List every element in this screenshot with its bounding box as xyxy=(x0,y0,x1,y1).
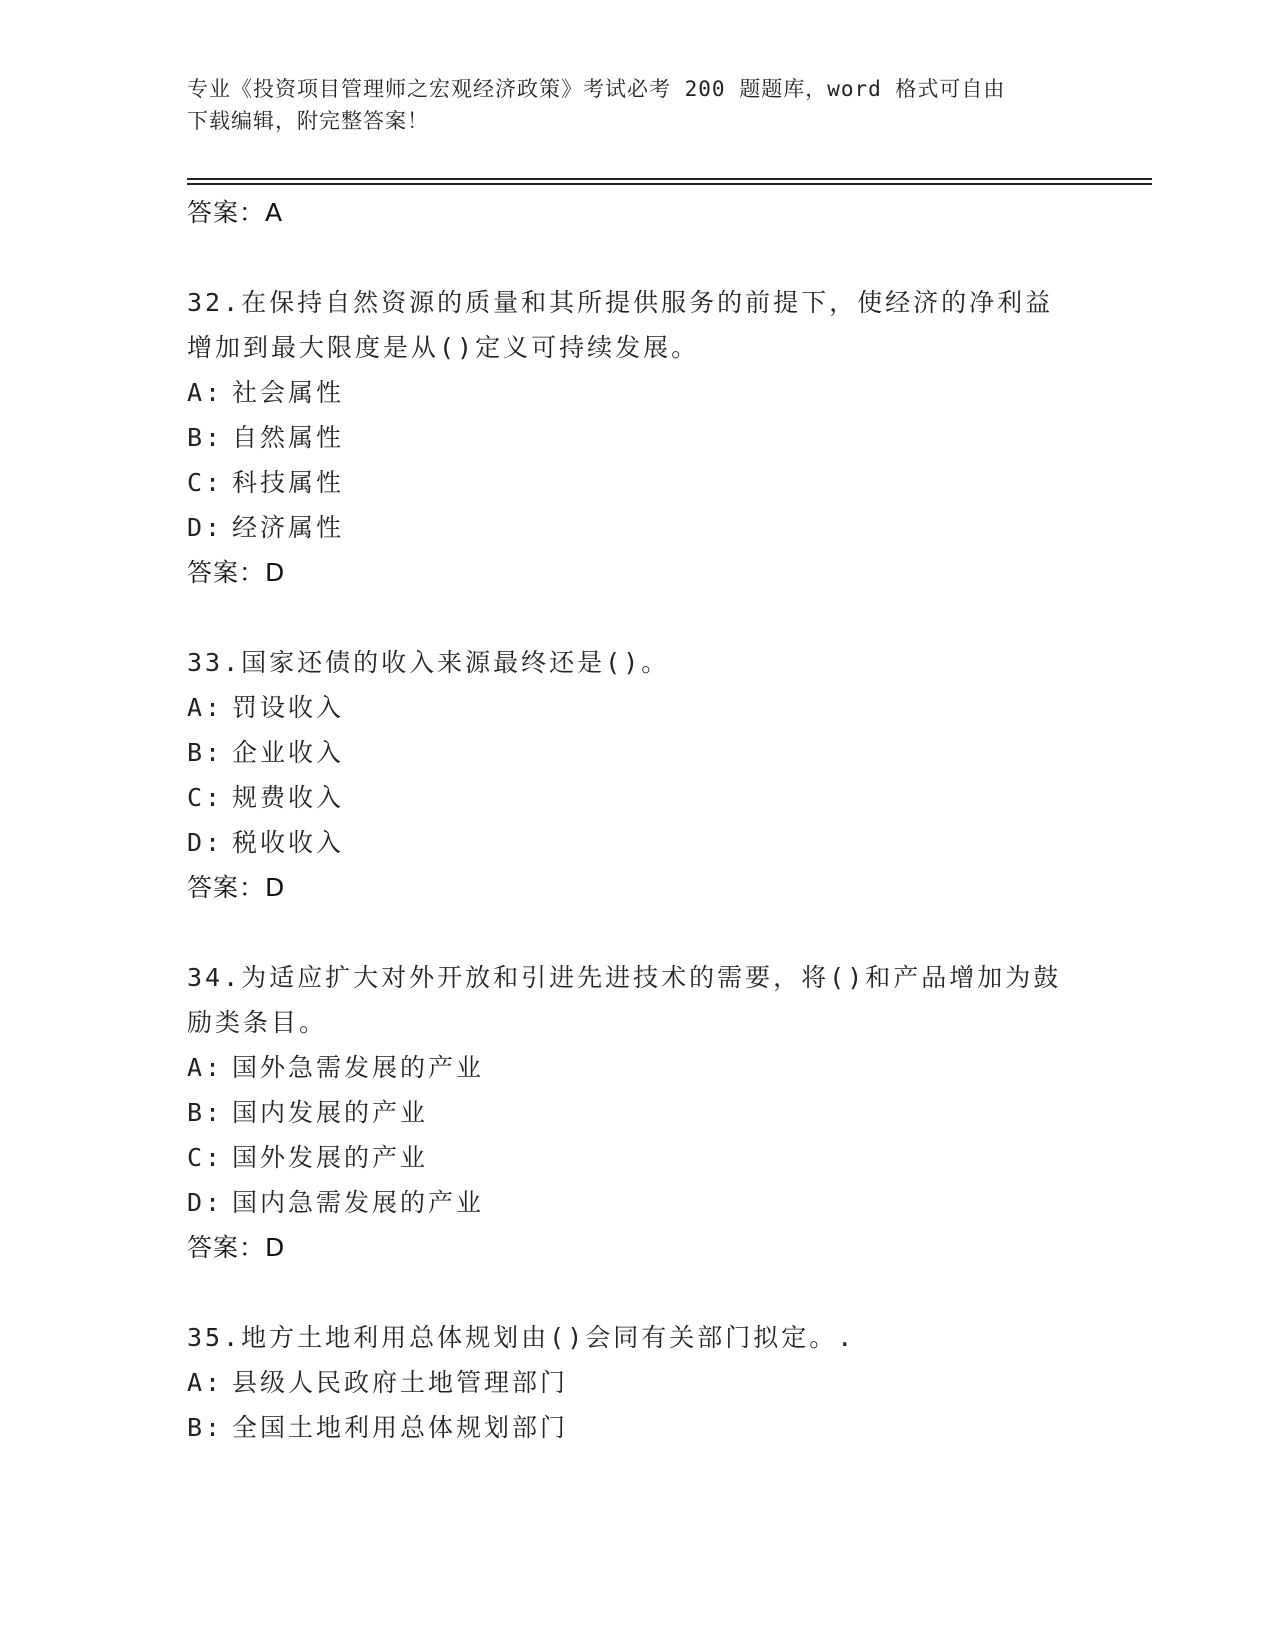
option-d xyxy=(187,1180,1087,1225)
option-letter: D: xyxy=(187,1188,224,1217)
document-header xyxy=(187,73,1067,137)
question-text: 35.地方土地利用总体规划由()会同有关部门拟定。. xyxy=(187,1323,856,1352)
option-text: 国外发展的产业 xyxy=(232,1143,429,1172)
option-letter: B: xyxy=(187,1413,224,1442)
question-33 xyxy=(187,640,1087,910)
header-divider-top xyxy=(187,178,1152,180)
answer: 答案：D xyxy=(187,873,286,902)
option-text: 国外急需发展的产业 xyxy=(232,1053,485,1082)
option-letter: A: xyxy=(187,378,224,407)
option-text: 社会属性 xyxy=(232,378,345,407)
option-text: 自然属性 xyxy=(232,423,345,452)
option-b xyxy=(187,1090,1087,1135)
option-text: 税收收入 xyxy=(232,828,345,857)
option-text: 罚设收入 xyxy=(232,693,345,722)
question-text: 增加到最大限度是从()定义可持续发展。 xyxy=(187,333,700,362)
header-line-1: 专业《投资项目管理师之宏观经济政策》考试必考 200 题题库，word 格式可自由 xyxy=(187,77,1006,101)
option-d xyxy=(187,505,1087,550)
question-35 xyxy=(187,1315,1087,1450)
question-text: 33.国家还债的收入来源最终还是()。 xyxy=(187,648,670,677)
option-letter: C: xyxy=(187,1143,224,1172)
question-list xyxy=(187,190,1087,1450)
header-line-2: 下载编辑，附完整答案！ xyxy=(187,109,429,133)
answer: 答案：D xyxy=(187,1233,286,1262)
option-d xyxy=(187,820,1087,865)
option-letter: A: xyxy=(187,693,224,722)
option-c xyxy=(187,775,1087,820)
option-text: 科技属性 xyxy=(232,468,345,497)
option-text: 国内发展的产业 xyxy=(232,1098,429,1127)
option-letter: A: xyxy=(187,1368,224,1397)
option-letter: B: xyxy=(187,423,224,452)
question-34 xyxy=(187,955,1087,1270)
option-a xyxy=(187,370,1087,415)
option-text: 国内急需发展的产业 xyxy=(232,1188,485,1217)
option-b xyxy=(187,415,1087,460)
question-32 xyxy=(187,280,1087,595)
header-divider-bottom xyxy=(187,183,1152,185)
option-letter: C: xyxy=(187,783,224,812)
option-letter: D: xyxy=(187,828,224,857)
option-c xyxy=(187,1135,1087,1180)
question-text: 34.为适应扩大对外开放和引进先进技术的需要，将()和产品增加为鼓 xyxy=(187,963,1062,992)
option-b xyxy=(187,730,1087,775)
option-letter: B: xyxy=(187,1098,224,1127)
option-text: 县级人民政府土地管理部门 xyxy=(232,1368,569,1397)
answer-previous: 答案：A xyxy=(187,198,284,227)
option-a xyxy=(187,685,1087,730)
option-text: 规费收入 xyxy=(232,783,345,812)
question-text: 励类条目。 xyxy=(187,1008,328,1037)
answer: 答案：D xyxy=(187,558,286,587)
option-c xyxy=(187,460,1087,505)
option-text: 全国土地利用总体规划部门 xyxy=(232,1413,569,1442)
option-a xyxy=(187,1360,1087,1405)
option-letter: B: xyxy=(187,738,224,767)
option-letter: C: xyxy=(187,468,224,497)
option-text: 经济属性 xyxy=(232,513,345,542)
question-text: 32.在保持自然资源的质量和其所提供服务的前提下，使经济的净利益 xyxy=(187,288,1054,317)
option-text: 企业收入 xyxy=(232,738,345,767)
option-letter: A: xyxy=(187,1053,224,1082)
option-a xyxy=(187,1045,1087,1090)
option-b xyxy=(187,1405,1087,1450)
option-letter: D: xyxy=(187,513,224,542)
